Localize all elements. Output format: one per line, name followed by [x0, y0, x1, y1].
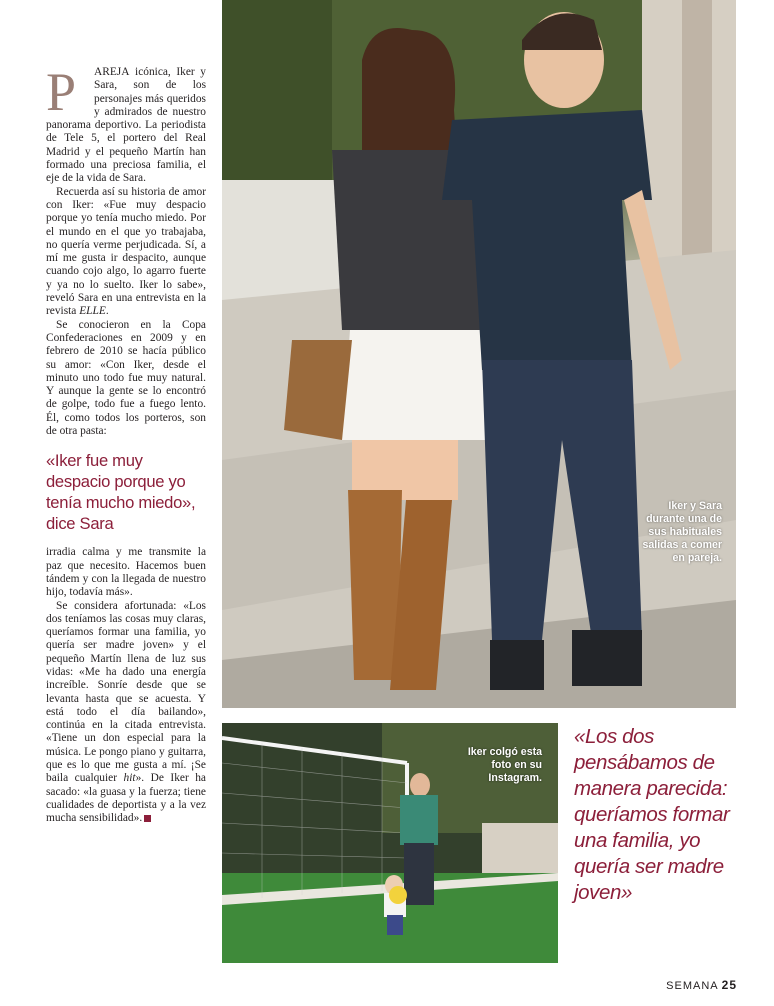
drop-cap: P: [46, 62, 77, 122]
paragraph-5-end: ». De Iker ha sacado: «la guasa y la fuerza; tiene cualidades de deportista y a la vez mucha sensibilidad».: [46, 772, 206, 825]
page-folio: [666, 978, 737, 992]
paragraph-2: [46, 186, 206, 319]
page-number: 25: [721, 978, 737, 992]
lead-paragraph: [46, 62, 206, 186]
magazine-name: ELLE: [79, 305, 106, 318]
pull-quote: «Iker fue muy despacio porque yo tenía mucho miedo», dice Sara: [46, 451, 196, 534]
paragraph-2-text: Recuerda así su historia de amor con Iker: «Fue muy despacio porque yo tenía mucho miedo. Por el mundo en el que yo trabajaba, no quería verme perjudicada. Sí, a mí me gusta ir despacito, aunque cuando cojo algo, lo agarro fuerte y ya no lo suelto. Iker lo sabe», reveló Sara en una entrevista en la revista: [46, 185, 206, 318]
small-photo-caption: Iker colgó esta foto en su Instagram.: [467, 746, 542, 784]
article-column: [46, 62, 206, 826]
paragraph-5: [46, 600, 206, 826]
paragraph-2-end: .: [105, 305, 109, 318]
highlight-quote: «Los dos pensábamos de manera parecida: queríamos formar una familia, yo quería ser madre joven»: [574, 725, 730, 904]
article-body: [46, 62, 206, 438]
paragraph-3: Se conocieron en la Copa Confederaciones en 2009 y en febrero de 2010 se hacía público su amor: «Con Iker, desde el minuto uno todo fue muy natural. Y aunque la gente se lo encontró de golpe, todo fue a fuego lento. Él, como todos los porteros, son de otra pasta:: [46, 318, 206, 438]
couple-photo-illustration: [222, 0, 736, 708]
magazine-title: SEMANA: [666, 980, 719, 992]
end-mark-icon: [144, 815, 151, 822]
lead-text: icónica, Iker y Sara, son de los personajes más queridos y admirados de nuestro panorama deportivo. La periodista de Tele 5, el portero del Real Madrid y el pequeño Martín han formado una preciosa familia, el eje de la vida de Sara.: [46, 66, 206, 185]
paragraph-5-text: Se considera afortunada: «Los dos teníamos las cosas muy claras, queríamos formar una familia, yo quería ser madre joven» y el pequeño Martín llena de luz sus vidas: «Me ha dado una energía increíble. Sonríe desde que se levanta hasta que se acuesta. Y está todo el día bailando», continúa en la citada entrevista. «Tiene un don especial para la música. Le pongo piano y guitarra, que es lo que me gusta a mí. ¡Se baila cualquier: [46, 599, 206, 785]
hit-word: hit: [123, 772, 136, 785]
lead-caps: AREJA: [94, 66, 130, 78]
couple-photo: [222, 0, 736, 708]
main-photo-caption: Iker y Sara durante una de sus habituales salidas a comer en pareja.: [642, 500, 722, 564]
article-body-continued: [46, 546, 206, 825]
paragraph-4: irradia calma y me transmite la paz que necesito. Hacemos buen tándem y con la llegada de nuestro hijo, todavía más».: [46, 546, 206, 599]
